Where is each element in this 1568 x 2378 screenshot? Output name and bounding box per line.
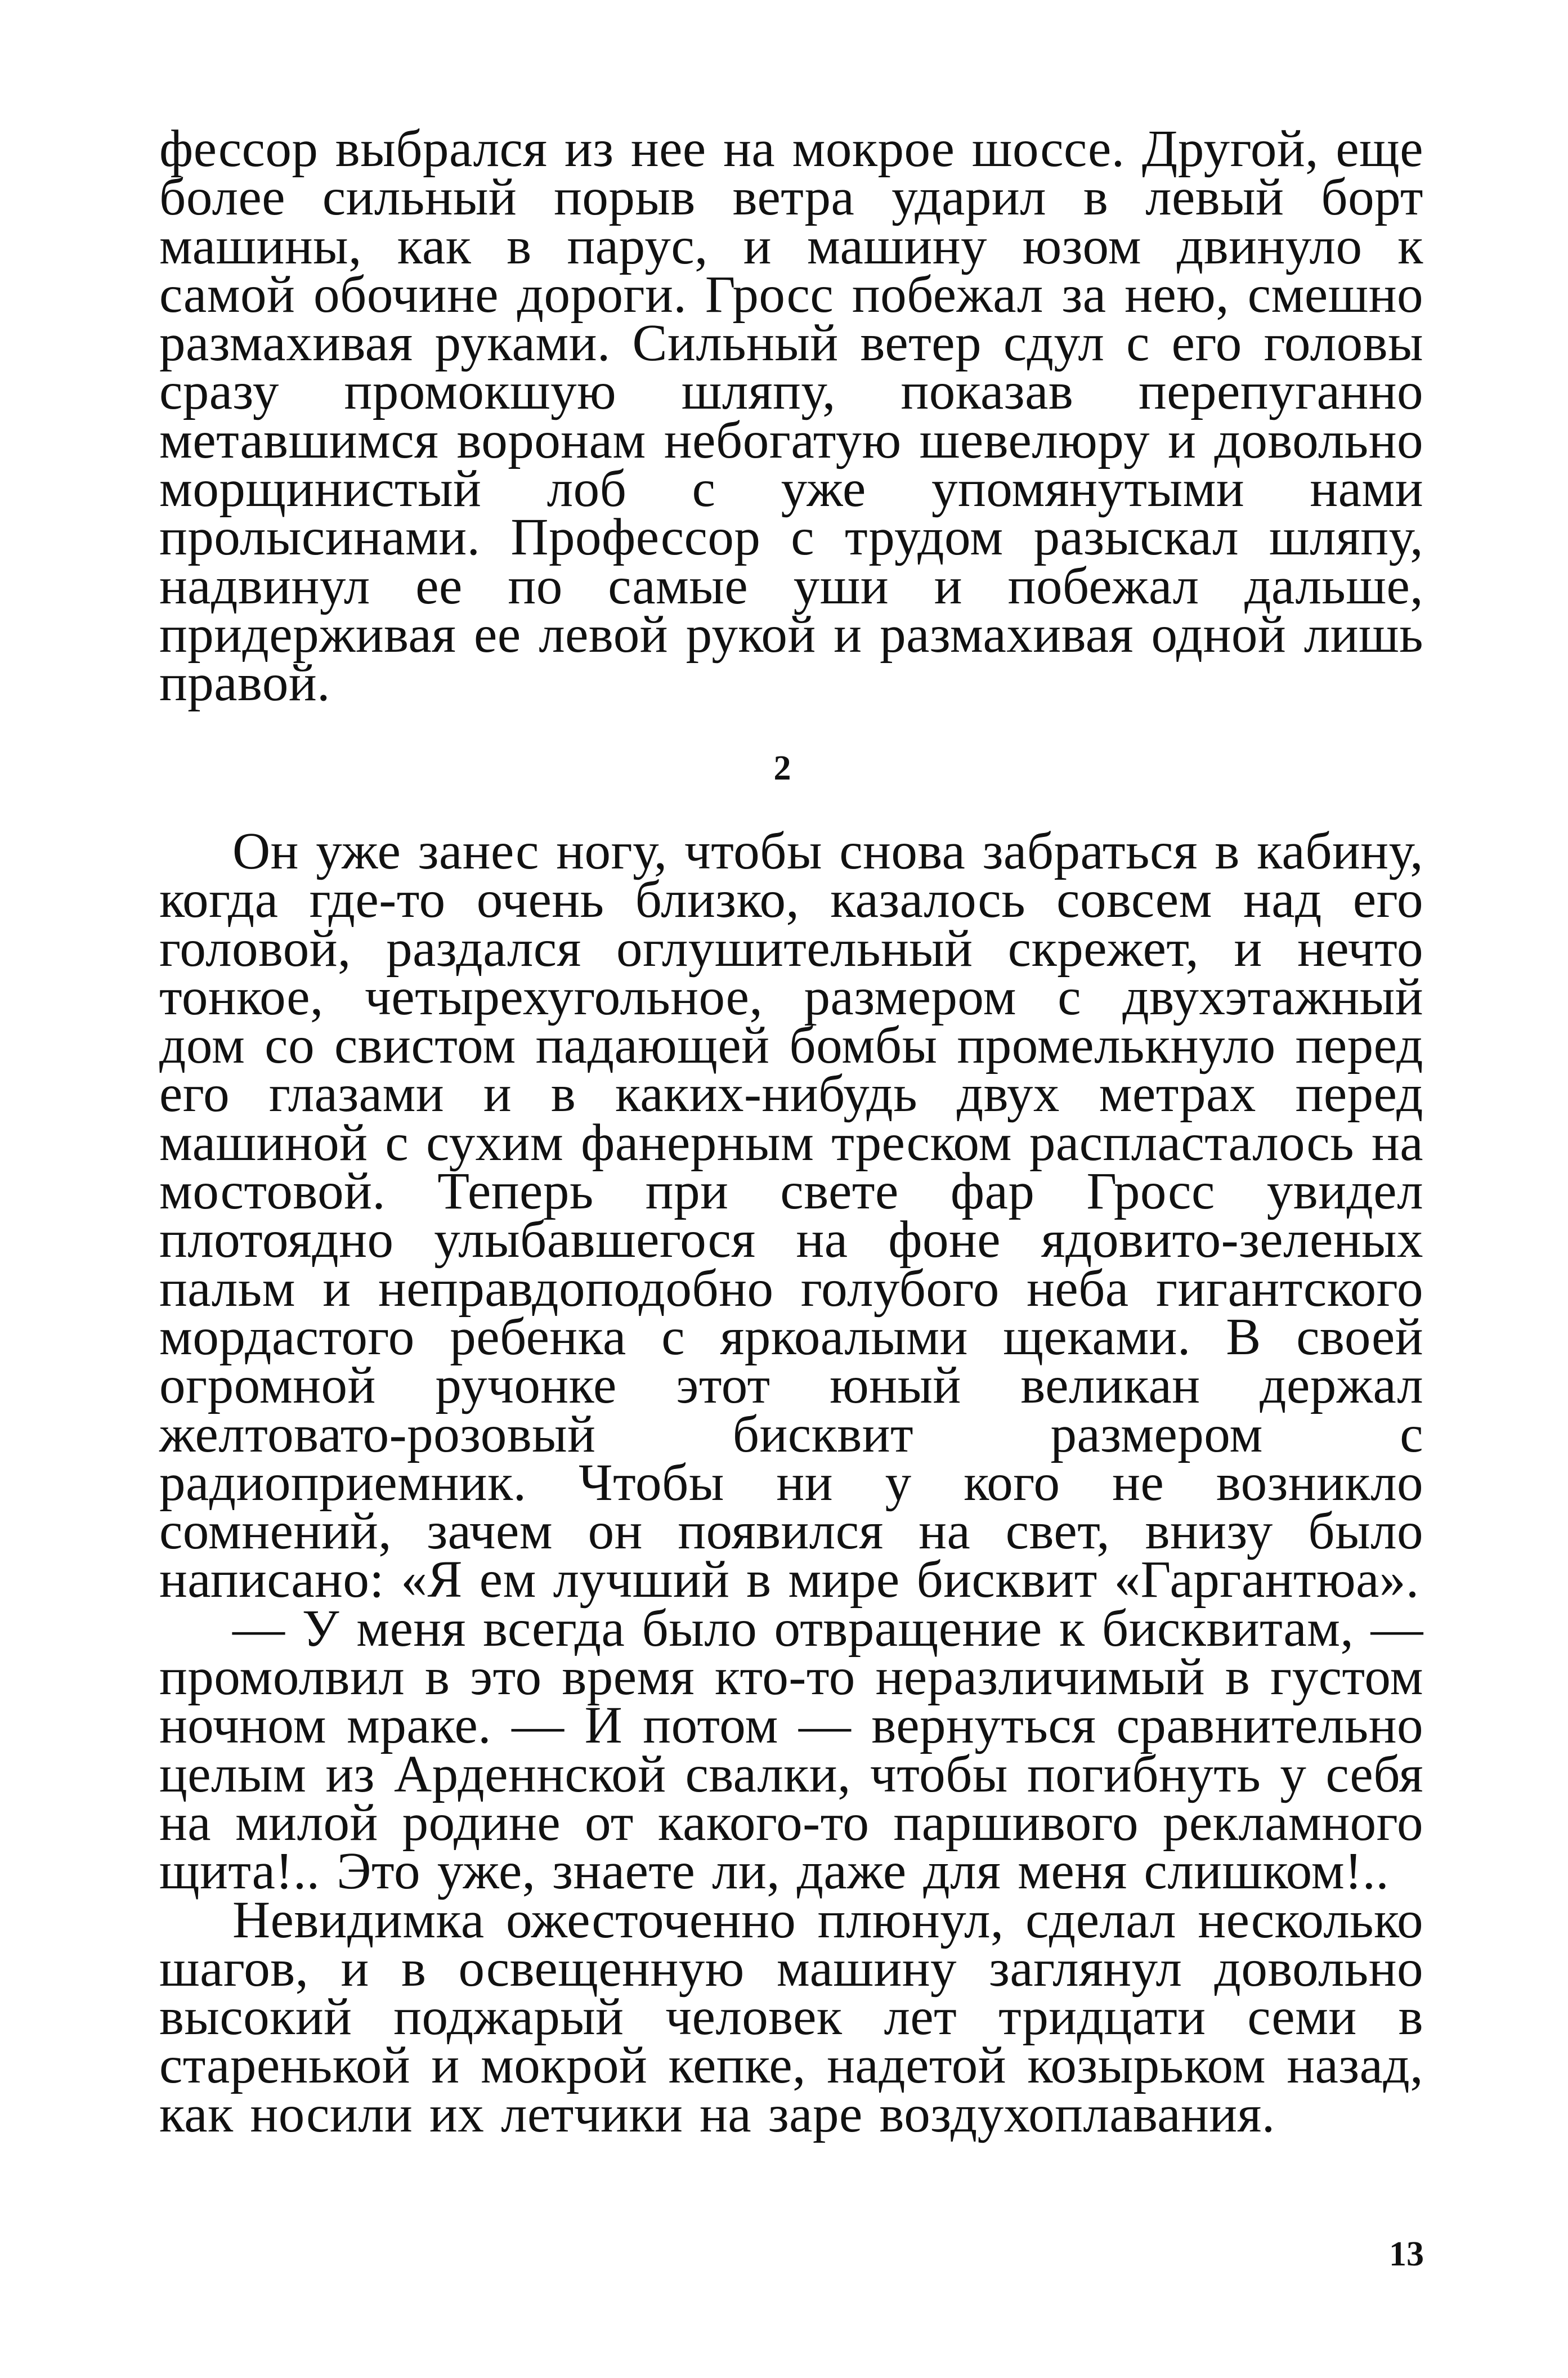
text-block-continuation <box>159 120 1423 713</box>
paragraph: Невидимка ожесточенно плюнул, сделал несколько шагов, и в освещенную машину заглянул довольно высокий поджарый человек лет тридцати семи в старенькой и мокрой кепке, надетой козырьком назад, как носили их летчики на заре воздухоплавания. <box>159 1891 1423 2143</box>
paragraph: — У меня всегда было отвращение к бисквитам, — промолвил в это время кто-то неразличимый в густом ночном мраке. — И потом — вернуться сравнительно целым из Арденнской свалки, чтобы погибнуть у себя на милой родине от какого-то паршивого рекламного щита!.. Это уже, знаете ли, даже для меня слишком!.. <box>159 1599 1423 1901</box>
text-block-section-2 <box>159 822 1423 2302</box>
page-number: 13 <box>1389 2235 1424 2273</box>
paragraph-continuation: фессор выбрался из нее на мокрое шоссе. Другой, еще более сильный порыв ветра ударил в левый борт машины, как в парус, и машину юзом двинуло к самой обочине дороги. Гросс побежал за нею, смешно размахивая руками. Сильный ветер сдул с его головы сразу промокшую шляпу, показав перепуганно метавшимся воронам небогатую шевелюру и довольно морщинистый лоб с уже упомянутыми нами пролысинами. Профессор с трудом разыскал шляпу, надвинул ее по самые уши и побежал дальше, придерживая ее левой рукой и размахивая одной лишь правой. <box>159 120 1423 713</box>
paragraph: Он уже занес ногу, чтобы снова забраться в кабину, когда где-то очень близко, казалось совсем над его головой, раздался оглушительный скрежет, и нечто тонкое, четырехугольное, размером с двухэтажный дом со свистом падающей бомбы промелькнуло перед его глазами и в каких-нибудь двух метрах перед машиной с сухим фанерным треском распласталось на мостовой. Теперь при свете фар Гросс увидел плотоядно улыбавшегося на фоне ядовито-зеленых пальм и неправдоподобно голубого неба гигантского мордастого ребенка с яркоалыми щеками. В своей огромной ручонке этот юный великан держал желтовато-розовый бисквит размером с радиоприемник. Чтобы ни у кого не возникло сомнений, зачем он появился на свет, внизу было написано: «Я ем лучший в мире бисквит «Гаргантюа». <box>159 822 1423 1609</box>
section-number: 2 <box>773 749 791 787</box>
